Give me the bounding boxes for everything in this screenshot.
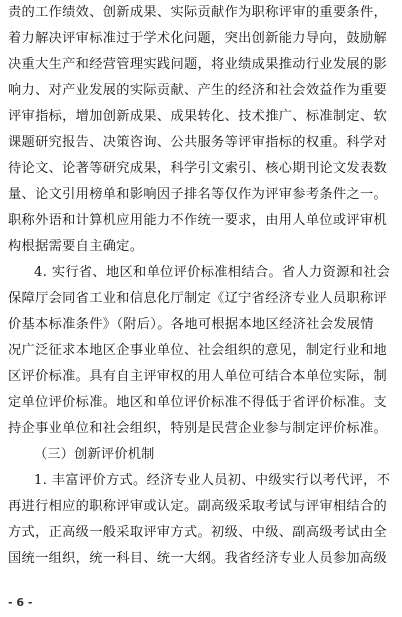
text-line: 评审指标，增加创新成果、成果转化、技术推广、标准制定、软 bbox=[8, 109, 388, 124]
text-line: 着力解决评审标准过于学术化问题，突出创新能力导向，鼓励解 bbox=[8, 31, 388, 46]
text-line: 况广泛征求本地区企事业单位、社会组织的意见，制定行业和地 bbox=[8, 343, 388, 358]
text-line: 定单位评价标准。地区和单位评价标准不得低于省评价标准。支 bbox=[8, 395, 388, 410]
text-line: 区评价标准。具有自主评审权的用人单位可结合本单位实际，制 bbox=[8, 369, 388, 384]
text-line: 责的工作绩效、创新成果、实际贡献作为职称评审的重要条件， bbox=[8, 5, 388, 20]
text-line: 国统一组织，统一科目、统一大纲。我省经济专业人员参加高级 bbox=[8, 551, 388, 566]
text-line: 价基本标准条件》（附后）。各地可根据本地区经济社会发展情 bbox=[8, 317, 374, 332]
text-line: 职称外语和计算机应用能力不作统一要求，由用人单位或评审机 bbox=[8, 213, 388, 228]
text-line: 课题研究报告、决策咨询、公共服务等评审指标的权重。科学对 bbox=[8, 135, 388, 150]
text-line: 持企事业单位和社会组织，特别是民营企业参与制定评价标准。 bbox=[8, 421, 388, 436]
text-line: 响力、对产业发展的实际贡献、产生的经济和社会效益作为重要 bbox=[8, 83, 388, 98]
paragraph-start-line: 1. 丰富评价方式。经济专业人员初、中级实行以考代评，不 bbox=[34, 473, 391, 488]
text-line: 量、论文引用榜单和影响因子排名等仅作为评审参考条件之一。 bbox=[8, 187, 388, 202]
text-line: 方式，正高级一般采取评审方式。初级、中级、副高级考试由全 bbox=[8, 525, 388, 540]
text-line: 保障厅会同省工业和信息化厅制定《辽宁省经济专业人员职称评 bbox=[8, 291, 388, 306]
page-number: - 6 - bbox=[8, 596, 33, 609]
text-line: 待论文、论著等研究成果，科学引文索引、核心期刊论文发表数 bbox=[8, 161, 388, 176]
section-heading: （三）创新评价机制 bbox=[34, 447, 155, 462]
paragraph-start-line: 4. 实行省、地区和单位评价标准相结合。省人力资源和社会 bbox=[34, 265, 391, 280]
text-line: 决重大生产和经营管理实践问题，将业绩成果推动行业发展的影 bbox=[8, 57, 388, 72]
text-line: 构根据需要自主确定。 bbox=[8, 239, 144, 254]
text-line: 再进行相应的职称评审或认定。副高级采取考试与评审相结合的 bbox=[8, 499, 388, 514]
